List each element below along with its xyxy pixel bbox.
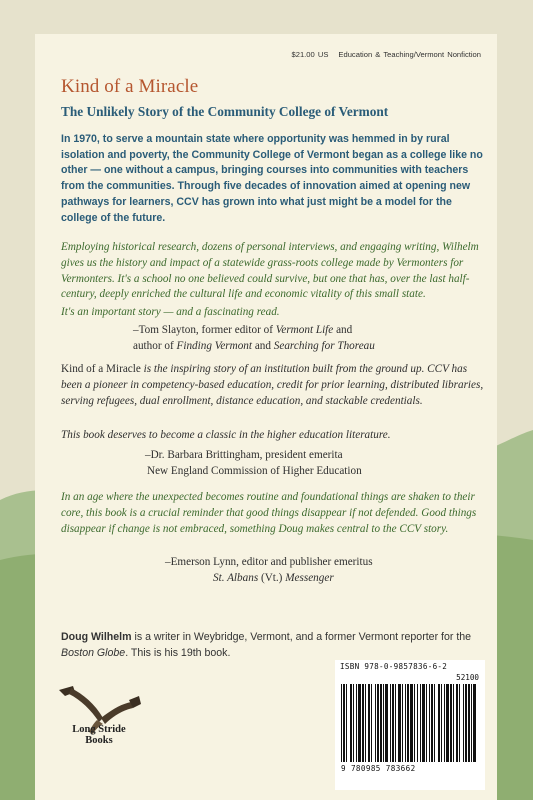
barcode-bar — [414, 684, 415, 762]
barcode-bar — [426, 684, 427, 762]
barcode-bar — [456, 684, 458, 762]
barcode-bar — [465, 684, 467, 762]
barcode-bar — [431, 684, 433, 762]
barcode-bar — [390, 684, 391, 762]
barcode-bar — [375, 684, 376, 762]
category: Education & Teaching/Vermont Nonfiction — [338, 50, 481, 59]
barcode-bar — [362, 684, 364, 762]
barcode-number: 9 780985 783662 — [341, 764, 416, 773]
barcode-bar — [434, 684, 435, 762]
barcode-bar — [350, 684, 352, 762]
back-cover-panel — [35, 34, 497, 800]
blurb-brittingham: Kind of a Miracle is the inspiring story of an institution built from the ground up. CCV has been a pioneer in competency-based education, credit for prior learning, distributed libraries, serving refugees, dual enrollment, distance education, and stackable credentials. — [61, 363, 484, 407]
barcode-bar — [383, 684, 384, 762]
attribution-brittingham: –Dr. Barbara Brittingham, president emerita New England Commission of Higher Education — [145, 449, 362, 477]
barcode-bar — [402, 684, 403, 762]
barcode-bar — [420, 684, 421, 762]
barcode-bar — [450, 684, 452, 762]
barcode-bar — [392, 684, 394, 762]
barcode-bar — [358, 684, 361, 762]
barcode-bar — [341, 684, 342, 762]
barcode-bar — [459, 684, 460, 762]
blurb-lynn: In an age where the unexpected becomes routine and foundational things are shaken to their core, this book is a crucial reminder that good things disappear if not defended. Good things disappear if change is not embraced, something Doug makes central to the CCV story. — [61, 491, 477, 535]
barcode-bar — [368, 684, 370, 762]
barcode-bar — [371, 684, 372, 762]
barcode-bar — [407, 684, 409, 762]
barcode-bar — [429, 684, 430, 762]
barcode-bar — [343, 684, 345, 762]
intro-paragraph: In 1970, to serve a mountain state where opportunity was hemmed in by rural isolation and poverty, the Community College of Vermont began as a college like no other — one without a campus, bringing courses into communities with teachers from the communities. Through five decades of innovation aimed at opening new pathways for learners, CCV has grown into what just might be a model for the college of the future. — [61, 133, 483, 224]
isbn-barcode — [335, 660, 485, 790]
barcode-bar — [365, 684, 366, 762]
blurb-slayton: Employing historical research, dozens of personal interviews, and engaging writing, Wilhelm gives us the history and impact of a statewide grass-roots college made by Vermonters for Vermonters. It's a school no one believed could survive, but one that has, over the last half-century, deeply enriched the cultural life and economic vitality of this small state. — [61, 241, 479, 301]
barcode-bar — [356, 684, 357, 762]
barcode-bar — [385, 684, 388, 762]
barcode-bar — [410, 684, 413, 762]
barcode-bar — [377, 684, 379, 762]
blurb-brittingham-closing: This book deserves to become a classic in the higher education literature. — [61, 429, 391, 441]
barcode-bar — [353, 684, 354, 762]
barcode-bar — [398, 684, 401, 762]
author-bio: Doug Wilhelm is a writer in Weybridge, Vermont, and a former Vermont reporter for the Boston Globe. This is his 19th book. — [61, 631, 472, 659]
book-subtitle: The Unlikely Story of the Community College of Vermont — [61, 104, 389, 119]
blurb-slayton-closing: It's an important story — and a fascinating read. — [61, 306, 280, 318]
barcode-bar — [380, 684, 382, 762]
barcode-bar — [453, 684, 454, 762]
barcode-bar — [417, 684, 418, 762]
publisher-logo-text: Long Stride Books — [72, 724, 126, 746]
attribution-lynn: –Emerson Lynn, editor and publisher emeritus St. Albans (Vt.) Messenger — [165, 556, 373, 584]
barcode-bar — [468, 684, 470, 762]
barcode-bar — [471, 684, 472, 762]
barcode-bar — [444, 684, 445, 762]
barcode-bar — [405, 684, 406, 762]
barcode-bar — [441, 684, 442, 762]
barcode-bar — [463, 684, 464, 762]
price-category-line — [292, 50, 481, 59]
barcode-bar — [422, 684, 425, 762]
barcode-bar — [438, 684, 440, 762]
book-title: Kind of a Miracle — [61, 76, 199, 97]
price: $21.00 US — [291, 50, 329, 59]
barcode-bar — [395, 684, 396, 762]
barcode-bar — [446, 684, 449, 762]
barcode-bars — [341, 684, 479, 764]
isbn-label: ISBN 978-0-9857836-6-2 — [340, 662, 448, 671]
barcode-price-code: 52100 — [456, 673, 479, 682]
barcode-bar — [473, 684, 476, 762]
attribution-slayton: –Tom Slayton, former editor of Vermont Life and author of Finding Vermont and Searching for Thoreau — [133, 324, 375, 352]
barcode-bar — [346, 684, 347, 762]
